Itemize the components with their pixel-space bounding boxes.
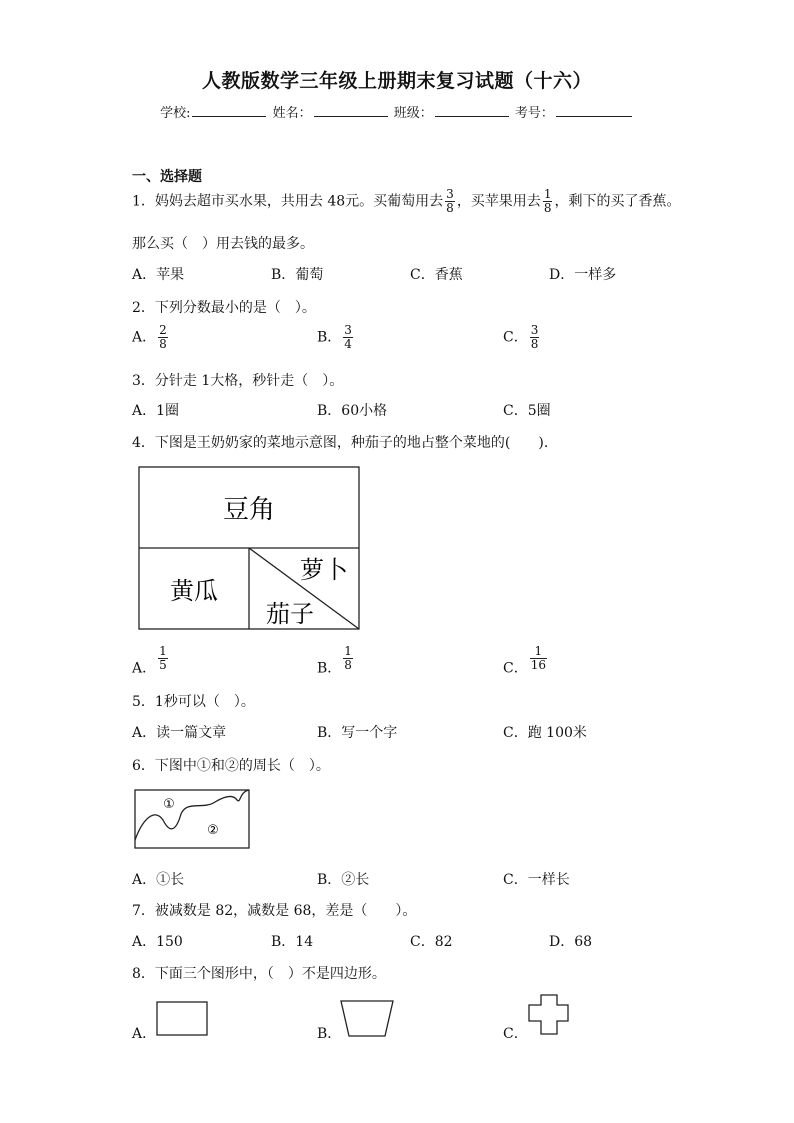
school-blank[interactable] (192, 104, 266, 117)
q4-option-c[interactable]: C． $\frac{1}{16}$ (503, 644, 546, 677)
question-5-stem: 5．1秒可以（ ）。 (132, 694, 255, 710)
q2-option-a[interactable]: A． $\frac{2}{8}$ (132, 323, 167, 351)
q1-option-c[interactable]: C．香蕉 (410, 267, 463, 283)
q8-cross-shape (527, 993, 571, 1037)
q8-option-c-label[interactable]: C． (503, 1026, 528, 1042)
region-1-mark: ① (163, 797, 175, 812)
q2-fraction-a: $\frac{2}{8}$ (159, 323, 167, 351)
q5-option-c[interactable]: C．跑 100米 (503, 725, 587, 741)
q8-trapezoid-shape (339, 999, 395, 1039)
question-3-stem: 3．分针走 1大格，秒针走（ ）。 (132, 373, 344, 389)
question-6-stem: 6．下图中①和②的周长（ ）。 (132, 758, 330, 774)
q7-option-b[interactable]: B．14 (271, 934, 314, 950)
number-blank[interactable] (556, 104, 632, 117)
class-blank[interactable] (435, 104, 509, 117)
q2-fraction-c: $\frac{3}{8}$ (530, 323, 539, 351)
question-2-stem: 2．下列分数最小的是（ ）。 (132, 300, 316, 316)
label-beans: 豆角 (222, 495, 276, 525)
q3-option-c[interactable]: C．5圈 (503, 403, 551, 419)
q2-fraction-b: $\frac{3}{4}$ (344, 323, 352, 351)
region-2-mark: ② (207, 823, 219, 838)
q8-rectangle-shape (155, 1000, 209, 1038)
question-4-stem: 4．下图是王奶奶家的菜地示意图，种茄子的地占整个菜地的( ). (132, 435, 549, 451)
q7-option-a[interactable]: A．150 (132, 934, 183, 950)
student-info-line (0, 102, 794, 121)
question-1-stem (132, 188, 680, 215)
question-7-stem: 7．被减数是 82，减数是 68，差是（ ）。 (132, 903, 417, 919)
number-label: 考号： (514, 106, 554, 121)
page-title: 人教版数学三年级上册期末复习试题（十六） (201, 70, 592, 92)
q2-option-c[interactable]: C． $\frac{3}{8}$ (503, 323, 539, 351)
q2-option-b[interactable]: B． $\frac{3}{4}$ (317, 323, 352, 351)
q1-option-a[interactable]: A．苹果 (132, 267, 185, 283)
q6-option-c[interactable]: C．一样长 (503, 872, 570, 888)
q4-option-b[interactable]: B． $\frac{1}{8}$ (317, 644, 352, 677)
class-label: 班级： (393, 106, 433, 121)
q1-text-part1: 1．妈妈去超市买水果，共用去 48元。买葡萄用去 (132, 193, 444, 210)
q1-text-part2: ，买苹果用去 (456, 193, 541, 210)
question-1-line2: 那么买（ ）用去钱的最多。 (132, 236, 314, 252)
q4-fraction-b: $\frac{1}{8}$ (344, 644, 352, 672)
q7-option-c[interactable]: C．82 (410, 934, 453, 950)
name-blank[interactable] (314, 104, 388, 117)
q1-fraction-grapes: $\frac{3}{8}$ (446, 187, 454, 215)
q8-option-b-label[interactable]: B． (317, 1026, 342, 1042)
label-eggplant: 茄子 (266, 600, 314, 628)
vegetable-garden-diagram (138, 466, 362, 632)
school-label: 学校: (160, 106, 191, 121)
perimeter-diagram (133, 788, 251, 850)
section-heading: 一、选择题 (132, 169, 202, 185)
q1-fraction-apples: $\frac{1}{8}$ (543, 187, 552, 215)
q1-option-b[interactable]: B．葡萄 (271, 267, 324, 283)
q3-option-b[interactable]: B．60小格 (317, 403, 388, 419)
q7-option-d[interactable]: D．68 (549, 934, 593, 950)
q5-option-b[interactable]: B．写一个字 (317, 725, 398, 741)
q5-option-a[interactable]: A．读一篇文章 (132, 725, 227, 741)
name-label: 姓名： (272, 106, 312, 121)
q4-option-a[interactable]: A． $\frac{1}{5}$ (132, 644, 167, 677)
q1-text-part3: ，剩下的买了香蕉。 (554, 193, 681, 210)
question-8-stem: 8．下面三个图形中，（ ）不是四边形。 (132, 966, 386, 982)
q4-fraction-c: $\frac{1}{16}$ (530, 644, 546, 672)
label-cucumber: 黄瓜 (170, 577, 218, 605)
q8-option-a-label[interactable]: A． (132, 1026, 157, 1042)
q1-option-d[interactable]: D．一样多 (549, 267, 617, 283)
q6-option-a[interactable]: A．①长 (132, 872, 185, 888)
q4-fraction-a: $\frac{1}{5}$ (159, 644, 167, 672)
label-radish: 萝卜 (300, 556, 348, 584)
q3-option-a[interactable]: A．1圈 (132, 403, 180, 419)
perimeter-rectangle (135, 790, 249, 848)
q6-option-b[interactable]: B．②长 (317, 872, 370, 888)
dividing-curve (135, 790, 249, 840)
